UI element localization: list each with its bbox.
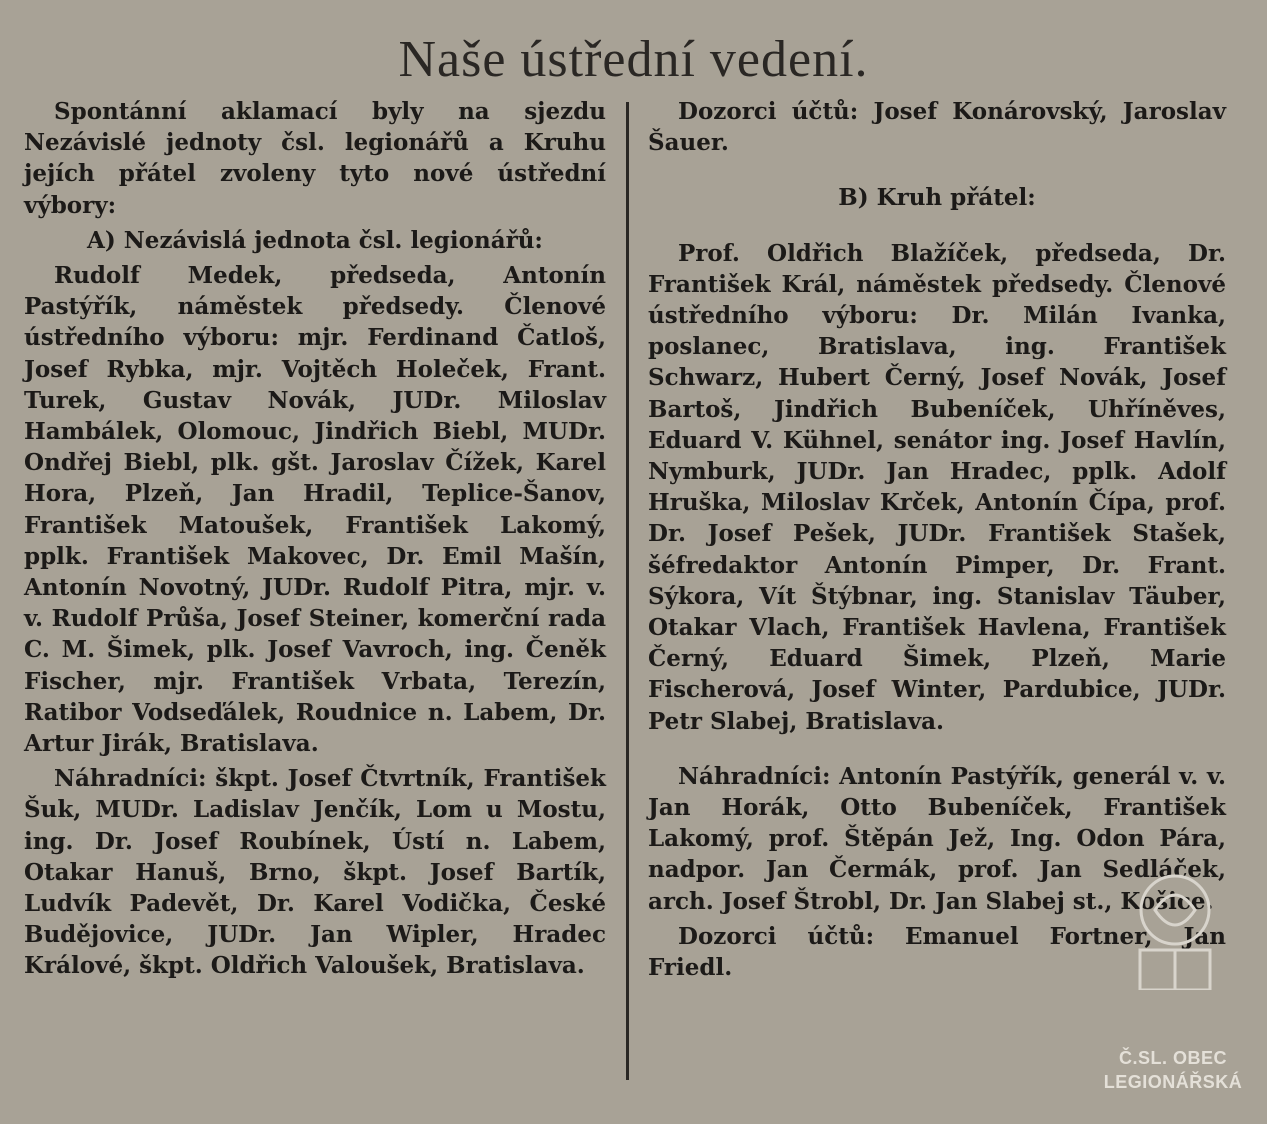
section-heading-b: B) Kruh přátel: — [838, 184, 1036, 212]
watermark-stamp — [1100, 870, 1250, 1110]
right-column — [648, 96, 1226, 983]
lion-emblem-icon — [1100, 870, 1250, 990]
column-divider — [626, 102, 629, 1080]
substitutes-b-paragraph: Náhradníci: Antonín Pastýřík, generál v. v. Jan Horák, Otto Bubeníček, František Lakomý, prof. Štěpán Jež, Ing. Odon Pára, nadpor. Jan Čermák, prof. Jan Sedláček, arch. Josef Štrobl, Dr. Jan Slabej st., Košice. — [648, 762, 1226, 915]
committee-a-paragraph: Rudolf Medek, předseda, Antonín Pastýřík, náměstek předsedy. Členové ústředního výboru: mjr. Ferdinand Čatloš, Josef Rybka, mjr. Vojtěch Holeček, Frant. Turek, Gustav Novák, JUDr. Miloslav Hambálek, Olomouc, Jindřich Biebl, MUDr. Ondřej Biebl, plk. gšt. Jaroslav Čížek, Karel Hora, Plzeň, Jan Hradil, Teplice-Šanov, František Matoušek, František Lakomý, pplk. František Makovec, Dr. Emil Mašín, Antonín Novotný, JUDr. Rudolf Pitra, mjr. v. v. Rudolf Průša, Josef Steiner, komerční rada C. M. Šimek, plk. Josef Vavroch, ing. Čeněk Fischer, mjr. František Vrbata, Terezín, Ratibor Vodseďálek, Roudnice n. Labem, Dr. Artur Jirák, Bratislava. — [24, 262, 606, 758]
substitutes-a-paragraph: Náhradníci: škpt. Josef Čtvrtník, František Šuk, MUDr. Ladislav Jenčík, Lom u Mostu, ing. Dr. Josef Roubínek, Ústí n. Labem, Otakar Hanuš, Brno, škpt. Josef Bartík, Ludvík Padevět, Dr. Karel Vodička, České Budějovice, JUDr. Jan Wipler, Hradec Králové, škpt. Oldřich Valoušek, Bratislava. — [24, 765, 606, 980]
stamp-line-1: Č.SL. OBEC — [1118, 1048, 1227, 1068]
article-title: Naše ústřední vedení. — [398, 31, 869, 88]
auditors-b-paragraph: Dozorci účtů: Emanuel Fortner, Jan Friedl. — [648, 922, 1226, 982]
auditors-a-paragraph: Dozorci účtů: Josef Konárovský, Jaroslav Šauer. — [648, 98, 1226, 157]
left-column — [24, 96, 606, 982]
section-heading-a: A) Nezávislá jednota čsl. legionářů: — [87, 226, 543, 254]
intro-paragraph: Spontánní aklamací byly na sjezdu Nezávislé jednoty čsl. legionářů a Kruhu jejích přátel zvoleny tyto nové ústřední výbory: — [24, 98, 606, 219]
stamp-line-2: LEGIONÁŘSKÁ — [1103, 1072, 1243, 1092]
committee-b-paragraph: Prof. Oldřich Blažíček, předseda, Dr. František Král, náměstek předsedy. Členové ústředního výboru: Dr. Milán Ivanka, poslanec, Bratislava, ing. František Schwarz, Hubert Černý, Josef Novák, Josef Bartoš, Jindřich Bubeníček, Uhříněves, Eduard V. Kühnel, senátor ing. Josef Havlín, Nymburk, JUDr. Jan Hradec, pplk. Adolf Hruška, Miloslav Krček, Antonín Čípa, prof. Dr. Josef Pešek, JUDr. František Stašek, šéfredaktor Antonín Pimper, Dr. Frant. Sýkora, Vít Štýbnar, ing. Stanislav Täuber, Otakar Vlach, František Havlena, František Černý, Eduard Šimek, Plzeň, Marie Fischerová, Josef Winter, Pardubice, JUDr. Petr Slabej, Bratislava. — [648, 239, 1226, 735]
